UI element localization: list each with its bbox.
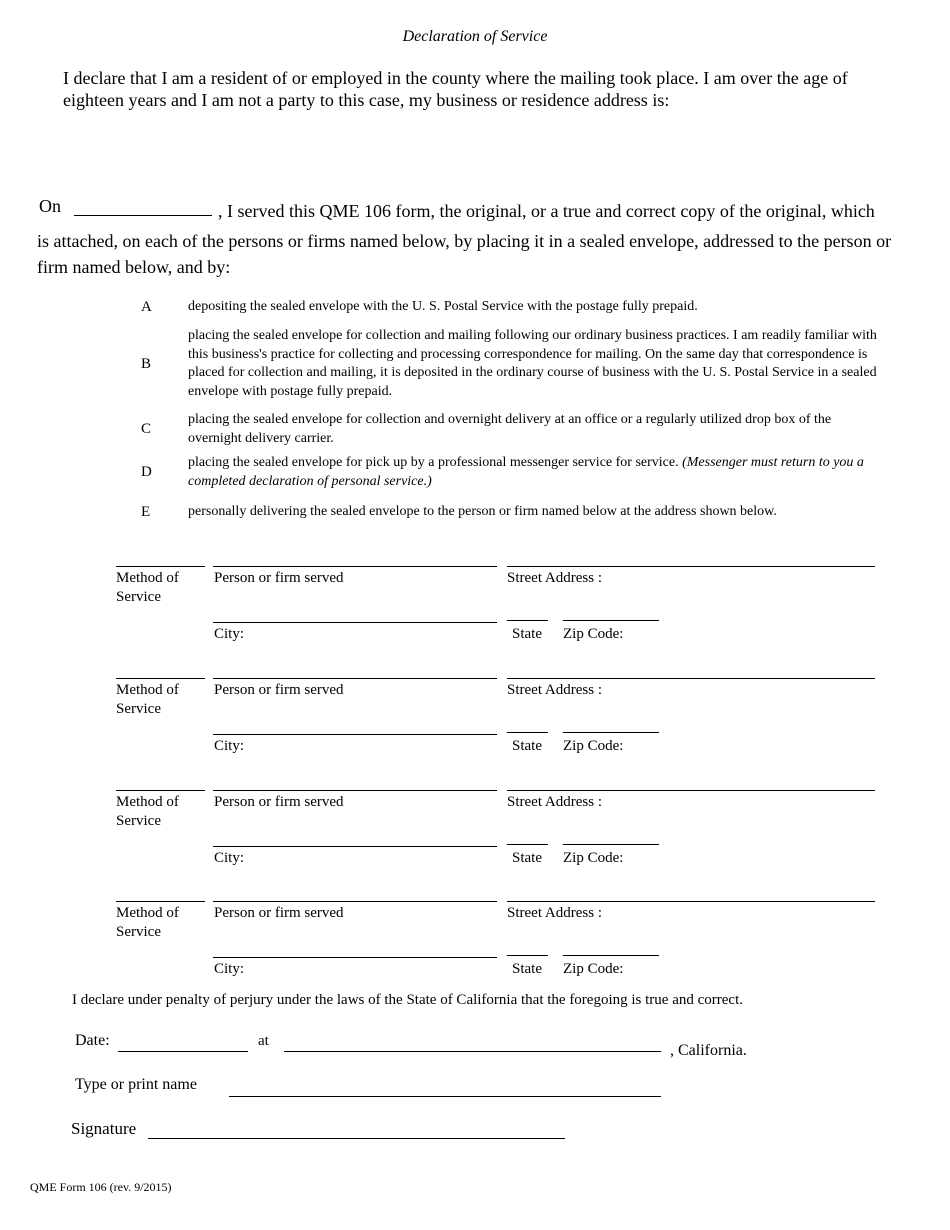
option-letter-a: A [141,299,152,315]
city-label: City: [214,738,245,754]
method-of-service-label: Method of Service [116,794,179,829]
signature-label: Signature [71,1119,137,1138]
option-letter-c: C [141,421,152,437]
method-of-service-field[interactable] [116,566,205,567]
street-address-field[interactable] [507,790,875,791]
city-label: City: [214,850,245,866]
form-footer: QME Form 106 (rev. 9/2015) [30,1180,172,1194]
person-served-field[interactable] [213,678,497,679]
city-field[interactable] [213,734,497,735]
street-address-label: Street Address : [507,794,602,810]
method-of-service-label: Method of Service [116,570,179,605]
at-label: at [258,1033,269,1049]
state-label: State [512,626,542,642]
option-text-d [188,454,878,491]
person-served-label: Person or firm served [214,794,344,810]
california-label: , California. [670,1042,747,1059]
person-served-label: Person or firm served [214,570,344,586]
option-text-b: placing the sealed envelope for collection and mailing following our ordinary business practices. I am readily familiar with this business's practice for collecting and processing correspondence for mailing. On the same day that correspondence is placed for collection and mailing, it is deposited in the ordinary course of business with the U. S. Postal Service in a sealed envelope with postage fully prepaid. [188,328,877,399]
person-served-field[interactable] [213,566,497,567]
option-d-main: placing the sealed envelope for pick up by a professional messenger service for service. [188,455,679,470]
street-address-field[interactable] [507,901,875,902]
state-field[interactable] [507,844,548,845]
zip-code-field[interactable] [563,955,659,956]
person-served-label: Person or firm served [214,682,344,698]
zip-code-label: Zip Code: [563,626,624,642]
option-text-e: personally delivering the sealed envelope to the person or firm named below at the address shown below. [188,504,777,519]
served-on-label: On [39,196,61,216]
state-label: State [512,738,542,754]
print-name-field[interactable] [229,1096,661,1097]
city-field[interactable] [213,957,497,958]
location-field[interactable] [284,1051,661,1052]
option-d-note: (Messenger must return to you a completed declaration of personal service.) [188,455,864,489]
zip-code-label: Zip Code: [563,850,624,866]
method-of-service-field[interactable] [116,678,205,679]
print-name-label: Type or print name [75,1076,197,1093]
zip-code-label: Zip Code: [563,961,624,977]
city-label: City: [214,626,245,642]
method-of-service-label: Method of Service [116,905,179,940]
form-title: Declaration of Service [402,28,548,45]
option-letter-e: E [141,504,151,520]
state-label: State [512,850,542,866]
zip-code-field[interactable] [563,844,659,845]
served-statement-line1: , I served this QME 106 form, the original, or a true and correct copy of the original, which [218,201,875,221]
perjury-declaration: I declare under penalty of perjury under the laws of the State of California that the foregoing is true and correct. [72,992,743,1008]
person-served-field[interactable] [213,901,497,902]
signature-field[interactable] [148,1138,565,1139]
zip-code-field[interactable] [563,620,659,621]
city-field[interactable] [213,622,497,623]
intro-paragraph: I declare that I am a resident of or employed in the county where the mailing took place. I am over the age of eighteen years and I am not a party to this case, my business or residence address is: [63,68,848,110]
street-address-field[interactable] [507,678,875,679]
state-field[interactable] [507,732,548,733]
date-field[interactable] [118,1051,248,1052]
option-text-a: depositing the sealed envelope with the U. S. Postal Service with the postage fully prepaid. [188,299,698,314]
person-served-field[interactable] [213,790,497,791]
street-address-field[interactable] [507,566,875,567]
method-of-service-field[interactable] [116,790,205,791]
served-statement-rest: is attached, on each of the persons or firms named below, by placing it in a sealed envelope, addressed to the person or firm named below, and by: [37,231,892,277]
zip-code-field[interactable] [563,732,659,733]
state-field[interactable] [507,620,548,621]
date-label: Date: [75,1032,110,1049]
person-served-label: Person or firm served [214,905,344,921]
method-of-service-label: Method of Service [116,682,179,717]
city-field[interactable] [213,846,497,847]
option-letter-d: D [141,464,152,480]
state-label: State [512,961,542,977]
zip-code-label: Zip Code: [563,738,624,754]
state-field[interactable] [507,955,548,956]
method-of-service-field[interactable] [116,901,205,902]
option-letter-b: B [141,356,152,372]
street-address-label: Street Address : [507,905,602,921]
city-label: City: [214,961,245,977]
served-date-field[interactable] [74,215,212,216]
option-text-c: placing the sealed envelope for collection and overnight delivery at an office or a regularly utilized drop box of the overnight delivery carrier. [188,412,832,446]
street-address-label: Street Address : [507,570,602,586]
street-address-label: Street Address : [507,682,602,698]
